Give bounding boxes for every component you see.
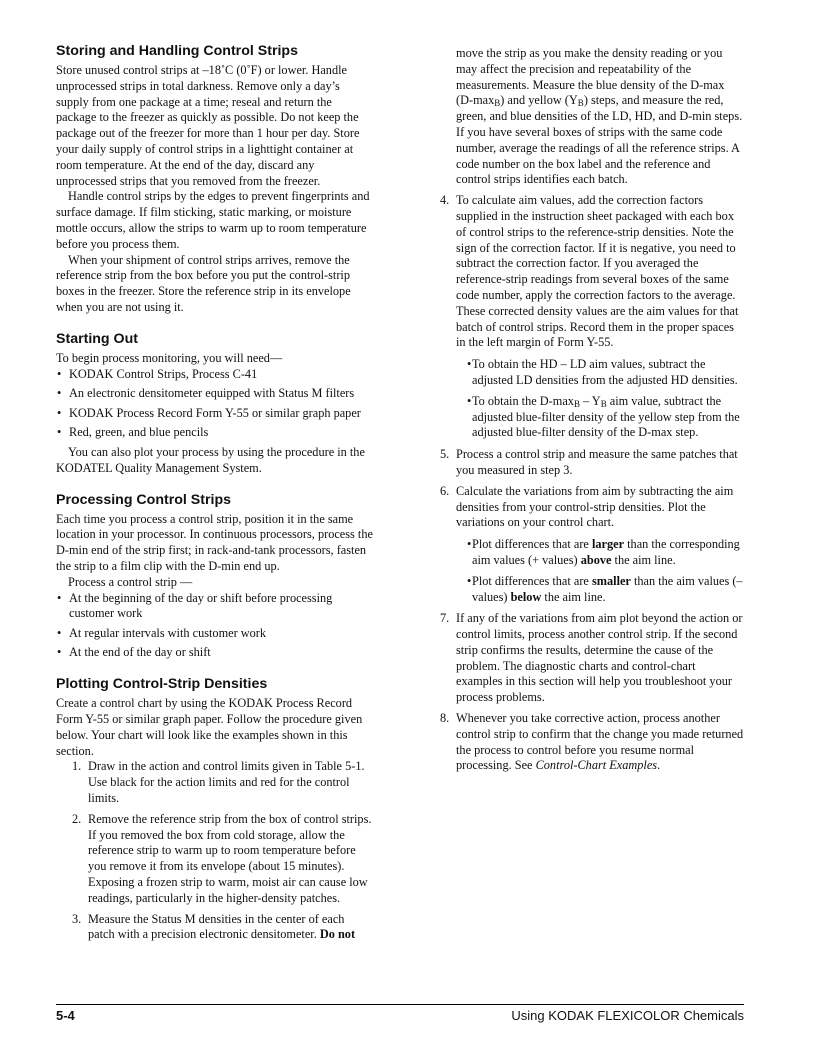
section-processing bbox=[56, 491, 374, 662]
starting-heading: Starting Out bbox=[56, 330, 138, 347]
left-column bbox=[56, 42, 374, 952]
step-2: 2. Remove the reference strip from the box of control strips. If you removed the box from cold storage, allow the reference strip to warm up to room temperature before you remove it from its envelope (about 15 minutes). Exposing a frozen strip to warm, moist air can cause low readings, particularly in the higher-density patches. bbox=[72, 811, 372, 905]
plotting-paragraph-1: Create a control chart by using the KODAK Process Record Form Y-55 or similar graph paper. Follow the procedure given below. Your chart will look like the examples shown in this section. bbox=[56, 696, 363, 758]
plotting-steps-continued bbox=[440, 46, 744, 774]
processing-heading: Processing Control Strips bbox=[56, 491, 232, 508]
plotting-steps bbox=[56, 759, 374, 943]
list-item: • An electronic densitometer equipped with Status M filters bbox=[56, 386, 374, 402]
storing-paragraph-1: Store unused control strips at –18˚C (0˚F) or lower. Handle unprocessed strips in total darkness. Remove only a day’s supply from one package at a time; reseal and return the package to the freezer as quickly as possible. Do not keep the package out of the freezer for more than 1 hour per day. Store your daily supply of control strips in a lighttight container at room temperature. At the end of the day, discard any unprocessed strips that you removed from the freezer. bbox=[56, 63, 360, 188]
starting-list bbox=[56, 367, 374, 442]
processing-paragraph-2: Process a control strip — bbox=[68, 574, 193, 589]
plotting-heading: Plotting Control-Strip Densities bbox=[56, 676, 268, 693]
right-column bbox=[440, 46, 744, 779]
starting-intro: To begin process monitoring, you will need— bbox=[56, 350, 283, 365]
step-6-bullets bbox=[456, 537, 744, 605]
step-8: 8. Whenever you take corrective action, process another control strip to confirm that the change you made returned the process to control before you resume normal processing. See Control-Chart Examples. bbox=[440, 711, 744, 773]
processing-paragraph-1: Each time you process a control strip, position it in the same location in your processor. In continuous processors, process the D-min end of the strip first; in rack-and-tank processors, fasten the strip to a film clip with the D-min end up. bbox=[56, 511, 373, 573]
section-storing bbox=[56, 42, 374, 316]
step-3: 3. Measure the Status M densities in the center of each patch with a precision electronic densitometer. Do not bbox=[72, 911, 356, 942]
bold-text: Do not bbox=[319, 927, 356, 942]
step-6: 6. Calculate the variations from aim by subtracting the aim densities from your control-strip densities. Plot the variations on your control chart. • Plot differences that are larger than the corresponding aim values (+ values) above the aim line. • Plot differences that are smaller than the aim values (– values) below the aim line. bbox=[440, 484, 744, 606]
list-item: • Plot differences that are smaller than the aim values (– values) below the aim line. bbox=[456, 574, 744, 606]
list-item: • To obtain the $D-\max_B - Y_B$ aim value, subtract the adjusted blue-filter density of the yellow step from the adjusted blue-filter density of the D-max step. bbox=[456, 394, 744, 441]
list-item: • To obtain the HD – LD aim values, subtract the adjusted LD densities from the adjusted HD densities. bbox=[456, 357, 744, 389]
list-item: • KODAK Process Record Form Y-55 or similar graph paper bbox=[56, 406, 374, 422]
list-item: • Red, green, and blue pencils bbox=[56, 425, 374, 441]
step-7: 7. If any of the variations from aim plot beyond the action or control limits, process another control strip. If the second strip confirms the results, determine the cause of the problem. The diagnostic charts and control-chart examples in this section will help you troubleshoot your process problems. bbox=[440, 611, 743, 705]
step-5: 5. Process a control strip and measure the same patches that you measured in step 3. bbox=[440, 447, 738, 477]
storing-heading: Storing and Handling Control Strips bbox=[56, 43, 298, 59]
list-item: • KODAK Control Strips, Process C-41 bbox=[56, 367, 374, 383]
processing-list bbox=[56, 591, 374, 662]
page-footer bbox=[56, 1004, 744, 1023]
footer-title: Using KODAK FLEXICOLOR Chemicals bbox=[511, 1008, 744, 1023]
step-4-bullets bbox=[456, 357, 744, 441]
list-item: • At regular intervals with customer work bbox=[56, 626, 374, 642]
cross-reference-link: Control-Chart Examples bbox=[535, 758, 658, 773]
list-item: • Plot differences that are larger than the corresponding aim values (+ values) above the aim line. bbox=[456, 537, 744, 569]
section-plotting bbox=[56, 675, 374, 943]
step-1: 1. Draw in the action and control limits given in Table 5-1. Use black for the action limits and red for the control limits. bbox=[72, 759, 365, 806]
list-item: • At the end of the day or shift bbox=[56, 645, 374, 661]
page-number: 5-4 bbox=[56, 1008, 75, 1023]
step-3-continued: move the strip as you make the density reading or you may affect the precision and repeatability of the measurements. Measure the blue density of the D-max $(D-\max_B)$ and yellow $(Y_B)$ steps, and measure the red, green, and blue densities of the LD, HD, and D-min steps. If you have several boxes of strips with the same code number, average the readings of all the reference strips. A code number on the box label and the reference and control strips identifies each batch. bbox=[456, 46, 743, 187]
storing-paragraph-2: Handle control strips by the edges to prevent fingerprints and surface damage. If film sticking, static marking, or moisture mottle occurs, allow the strips to warm up to room temperature before you process them. bbox=[56, 189, 370, 251]
starting-paragraph-2: You can also plot your process by using the procedure in the KODATEL Quality Management System. bbox=[56, 444, 365, 475]
section-starting bbox=[56, 330, 374, 477]
step-4: 4. To calculate aim values, add the correction factors supplied in the instruction sheet packaged with each box of control strips to the reference-strip densities. Note the sign of the correction factor. If it is negative, you need to subtract the correction factor. If you averaged the reference-strip readings from several boxes of the same code number, apply the correction factors to the average. These corrected density values are the aim values for that batch of control strips. Record them in the proper spaces in the left margin of Form Y-55. • To obtain the HD – LD aim values, subtract the adjusted LD densities from the adjusted HD densities. • To obtain the $D-\max_B - Y_B$ aim value, subtract the adjusted blue-filter density of the yellow step from the adjusted blue-filter density of the D-max step. bbox=[440, 193, 744, 441]
list-item: • At the beginning of the day or shift before processing customer work bbox=[56, 591, 374, 623]
storing-paragraph-3: When your shipment of control strips arrives, remove the reference strip from the box before you put the control-strip boxes in the freezer. Store the reference strip in its envelope when you are not using it. bbox=[56, 252, 351, 314]
